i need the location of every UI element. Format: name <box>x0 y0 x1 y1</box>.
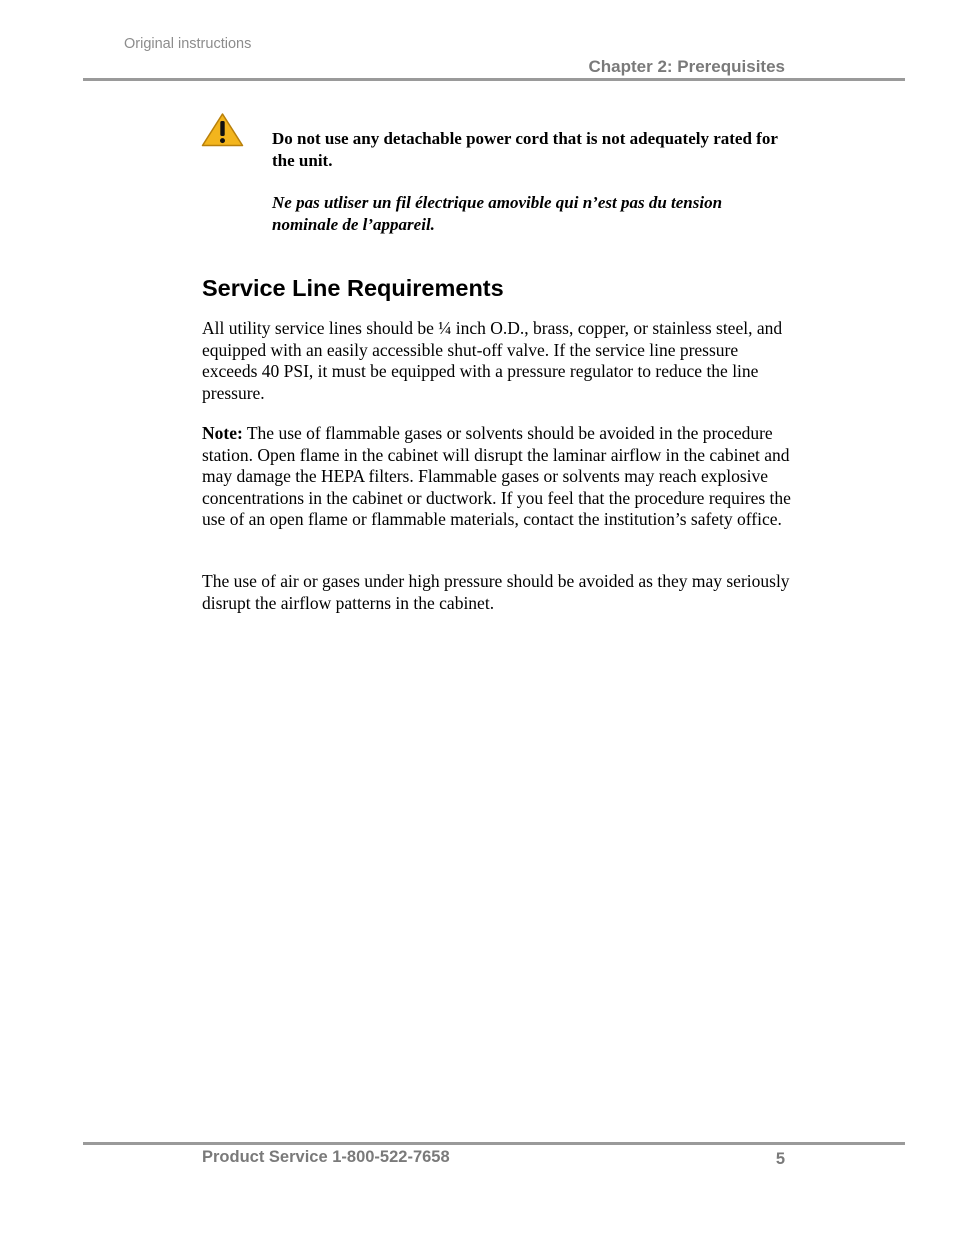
section-heading: Service Line Requirements <box>202 275 504 301</box>
note-paragraph <box>202 423 792 531</box>
original-instructions-label: Original instructions <box>124 36 252 52</box>
warning-text-english: Do not use any detachable power cord that is not adequately rated for the unit. <box>272 129 778 170</box>
warning-text-french: Ne pas utliser un fil électrique amovible qui n’est pas du tension nominale de l’appareil. <box>272 193 723 234</box>
footer-divider <box>83 1142 905 1145</box>
product-service-phone: Product Service 1-800-522-7658 <box>202 1148 450 1166</box>
page-number: 5 <box>775 1150 785 1168</box>
note-text: The use of flammable gases or solvents should be avoided in the procedure station. Open flame in the cabinet will disrupt the laminar airflow in the cabinet and may damage the HEPA filters. Flammable gases or solvents may reach explosive concentrations in the cabinet or ductwork. If you feel that the procedure requires the use of an open flame or flammable materials, contact the institution’s safety office. <box>202 423 791 530</box>
high-pressure-paragraph: The use of air or gases under high pressure should be avoided as they may seriously disrupt the airflow patterns in the cabinet. <box>202 571 790 613</box>
service-line-paragraph: All utility service lines should be ¼ inch O.D., brass, copper, or stainless steel, and equipped with an easily accessible shut-off valve. If the service line pressure exceeds 40 PSI, it must be equipped with a pressure regulator to reduce the line pressure. <box>202 318 783 403</box>
header-divider <box>83 78 905 81</box>
chapter-title: Chapter 2: Prerequisites <box>588 57 785 76</box>
warning-triangle-icon <box>201 112 244 148</box>
note-label: Note: <box>202 423 243 443</box>
